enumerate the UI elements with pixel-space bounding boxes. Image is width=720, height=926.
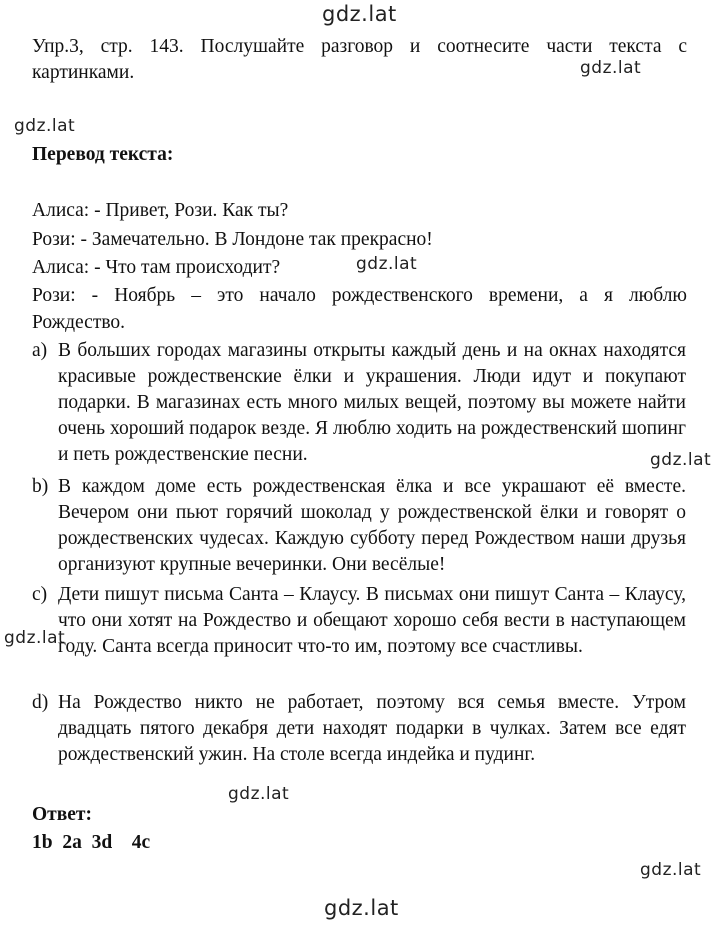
watermark: gdz.lat bbox=[322, 2, 397, 26]
item-text-d: На Рождество никто не работает, поэтому вся семья вместе. Утром двадцать пятого декабря дети находят подарки в чулках. Затем все едят рождественский ужин. На столе всегда индейка и пудинг. bbox=[58, 692, 686, 765]
watermark: gdz.lat bbox=[356, 254, 418, 274]
item-text-a: В больших городах магазины открыты каждый день и на окнах находятся красивые рождественские ёлки и украшения. Люди идут и покупают подарки. В магазинах есть много милых вещей, поэтому вы можете найти очень хороший подарок везде. Я люблю ходить на рождественский шопинг и петь рождественские песни. bbox=[58, 340, 686, 465]
item-marker-c: c) bbox=[32, 584, 48, 605]
exercise-title: Упр.3, стр. 143. Послушайте разговор и соотнесите части текста с bbox=[32, 36, 687, 57]
item-marker-a: a) bbox=[32, 340, 48, 361]
item-text-b: В каждом доме есть рождественская ёлка и все украшают её вместе. Вечером они пьют горячий шоколад у рождественской ёлки и говорят о рождественских чудесах. Каждую субботу перед Рождеством наши друзья организуют крупные вечеринки. Они весёлые! bbox=[58, 476, 686, 575]
item-text-c: Дети пишут письма Санта – Клаусу. В письмах они пишут Санта – Клаусу, что они хотят на Рождество и обещают хорошо себя вести в наступающем году. Санта всегда приносит что-то им, поэтому все счастливы. bbox=[58, 584, 686, 657]
item-marker-d: d) bbox=[32, 692, 49, 713]
watermark: gdz.lat bbox=[640, 860, 702, 880]
watermark: gdz.lat bbox=[324, 896, 399, 920]
item-marker-b: b) bbox=[32, 476, 49, 497]
dialogue-line: Алиса: - Что там происходит? bbox=[32, 257, 281, 278]
answer-heading: Ответ: bbox=[32, 804, 93, 825]
exercise-title-continued: картинками. bbox=[32, 62, 135, 83]
watermark: gdz.lat bbox=[14, 116, 76, 136]
watermark: gdz.lat bbox=[650, 450, 712, 470]
watermark: gdz.lat bbox=[4, 628, 66, 648]
dialogue-line: Рози: - Замечательно. В Лондоне так прекрасно! bbox=[32, 229, 433, 250]
translation-heading: Перевод текста: bbox=[32, 144, 174, 165]
dialogue-line: Рози: - Ноябрь – это начало рождественского времени, а я люблю bbox=[32, 285, 687, 306]
watermark: gdz.lat bbox=[228, 784, 290, 804]
watermark: gdz.lat bbox=[580, 58, 642, 78]
dialogue-line: Алиса: - Привет, Рози. Как ты? bbox=[32, 200, 289, 221]
answer-values: 1b 2a 3d 4c bbox=[32, 832, 151, 853]
dialogue-line-continued: Рождество. bbox=[32, 312, 126, 333]
